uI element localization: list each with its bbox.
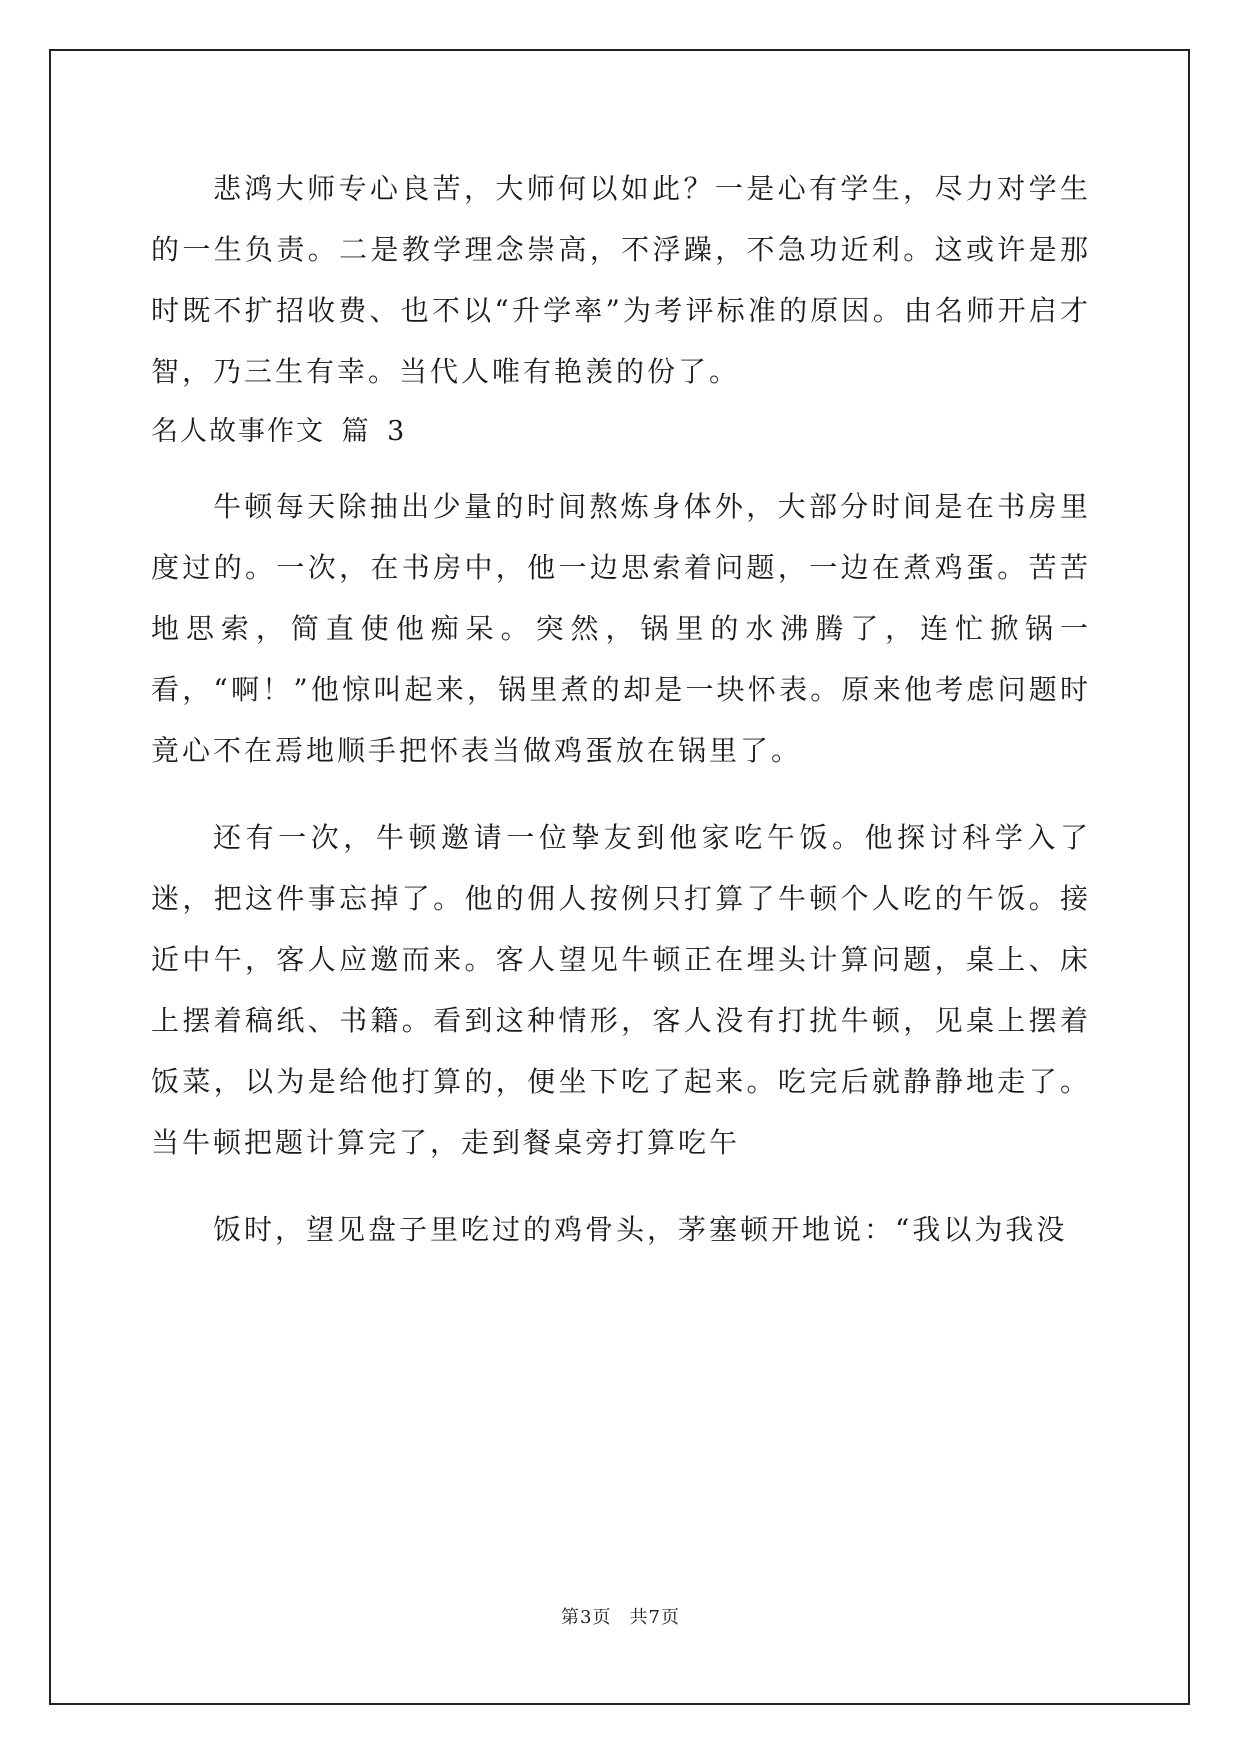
page-number-current: 第3页 [561,1607,612,1628]
page-footer [0,1603,1241,1629]
paragraph-newton-2: 还有一次，牛顿邀请一位挚友到他家吃午饭。他探讨科学入了迷，把这件事忘掉了。他的佣人按例只打算了牛顿个人吃的午饭。接近中午，客人应邀而来。客人望见牛顿正在埋头计算问题，桌上、床上摆着稿纸、书籍。看到这种情形，客人没有打扰牛顿，见桌上摆着饭菜，以为是给他打算的，便坐下吃了起来。吃完后就静静地走了。当牛顿把题计算完了，走到餐桌旁打算吃午 [151,821,1091,1159]
paragraph-newton-1: 牛顿每天除抽出少量的时间熬炼身体外，大部分时间是在书房里度过的。一次，在书房中，他一边思索着问题，一边在煮鸡蛋。苦苦地思索，简直使他痴呆。突然，锅里的水沸腾了，连忙掀锅一看，“啊！”他惊叫起来，锅里煮的却是一块怀表。原来他考虑问题时竟心不在焉地顺手把怀表当做鸡蛋放在锅里了。 [151,490,1091,767]
section-title: 名人故事作文 篇 3 [151,416,407,447]
paragraph-intro: 悲鸿大师专心良苦，大师何以如此？一是心有学生，尽力对学生的一生负责。二是教学理念崇高，不浮躁，不急功近利。这或许是那时既不扩招收费、也不以“升学率”为考评标准的原因。由名师开启才智，乃三生有幸。当代人唯有艳羡的份了。 [151,172,1091,388]
paragraph-newton-3: 饭时，望见盘子里吃过的鸡骨头，茅塞顿开地说：“我以为我没 [213,1213,1068,1246]
document-body [151,158,1091,1260]
page-number-total: 共7页 [629,1607,680,1628]
